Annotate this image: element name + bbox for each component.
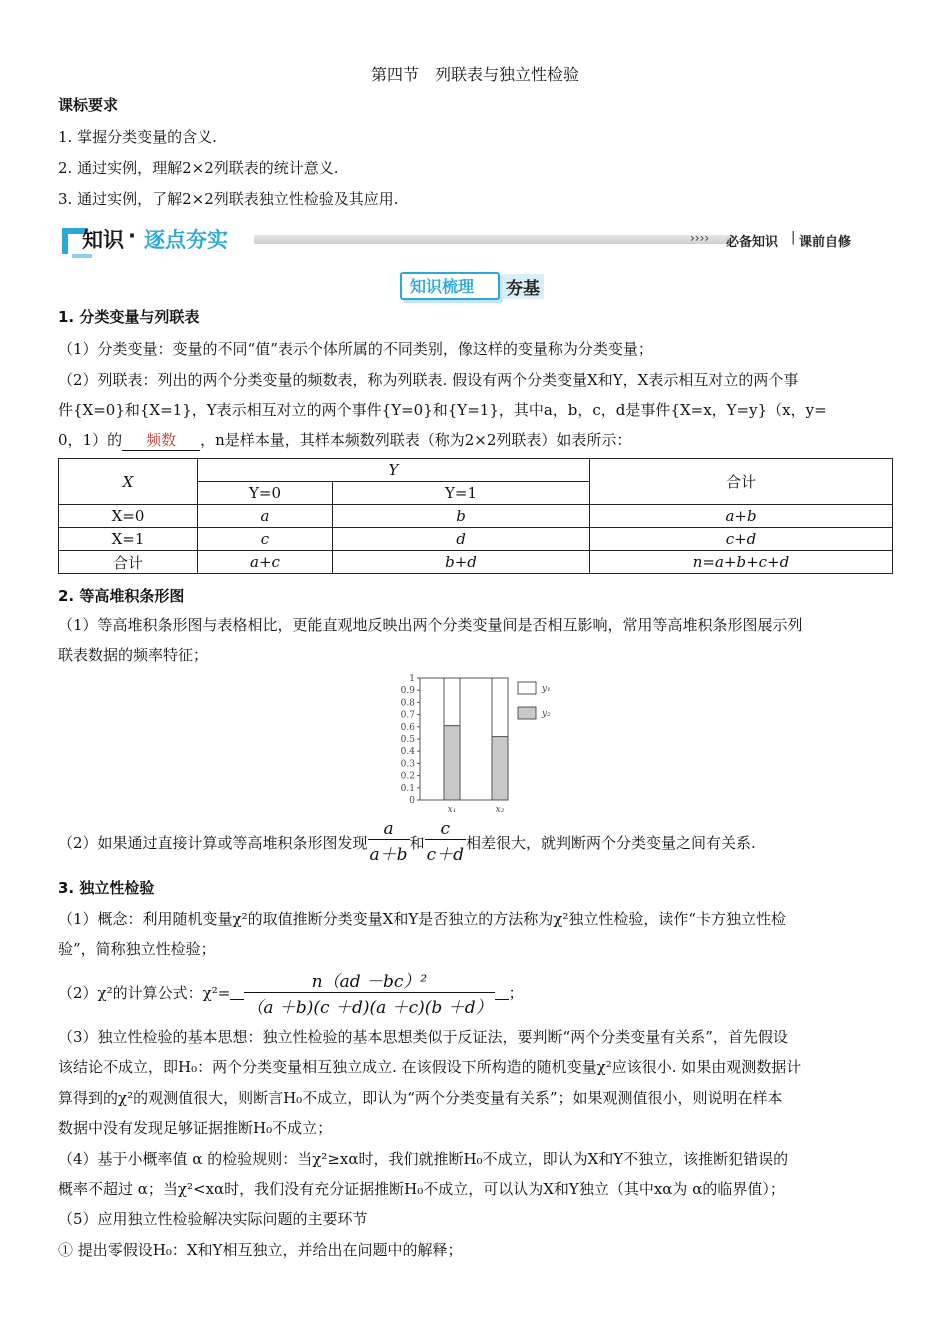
s3-p6: ① 提出零假设H₀：X和Y相互独立，并给出在问题中的解释； (58, 1241, 463, 1259)
table-row (59, 551, 893, 574)
s1-p1: （1）分类变量：变量的不同“值”表示个体所属的不同类别，像这样的变量称为分类变量； (58, 340, 653, 358)
x-tick-label: x₂ (495, 805, 505, 815)
table-cell: X=0 (59, 505, 198, 528)
y-tick-label: 0.1 (400, 783, 415, 794)
table-cell: 合计 (59, 551, 198, 574)
table-cell: d (333, 528, 590, 551)
header-y1: Y=1 (333, 482, 590, 505)
table-cell: a+b (590, 505, 893, 528)
banner-separator: | (791, 230, 796, 245)
legend-swatch-y1 (518, 682, 536, 694)
s3-p2-pre: （2）χ²的计算公式：χ²= (58, 983, 231, 1002)
s3-p2-post: ； (508, 983, 524, 1002)
fraction-c-over-cd: $\frac{c}{c+d}$ (426, 819, 464, 865)
banner-dot: · (128, 224, 136, 248)
banner-right-b: 课前自修 (799, 235, 852, 250)
header-y0: Y=0 (198, 482, 333, 505)
s3-p3d: 数据中没有发现足够证据推断H₀不成立； (58, 1119, 333, 1137)
y-tick-label: 0.2 (400, 771, 415, 782)
s2-heading: 2. 等高堆积条形图 (58, 587, 185, 605)
banner-arrows-icon: ›››› (690, 231, 710, 245)
blank-answer: 频数 (122, 429, 200, 451)
table-cell: b (333, 505, 590, 528)
s2-p2-post: 相差很大，就判断两个分类变量之间有关系. (466, 833, 756, 852)
y-tick-label: 0.6 (400, 722, 415, 733)
table-cell: b+d (333, 551, 590, 574)
header-y: Y (198, 459, 590, 482)
legend-label-y1: y₁ (542, 684, 551, 694)
s2-and: 和 (409, 833, 425, 852)
banner-right-a: 必备知识 (726, 235, 779, 250)
s1-p2c (58, 429, 631, 451)
s3-heading: 3. 独立性检验 (58, 879, 155, 897)
y-tick-label: 0.5 (400, 735, 415, 745)
table-cell: a (198, 505, 333, 528)
badge-label-a: 知识梳理 (410, 277, 475, 296)
banner-title-a: 知识 (82, 228, 124, 252)
s3-p4b: 概率不超过 α；当χ²<xα时，我们没有充分证据推断H₀不成立，可以认为X和Y独立（其中xα为 α的临界值）； (58, 1180, 785, 1198)
badge-label-b: 夯基 (502, 274, 544, 299)
fraction-a-over-ab: $\frac{a}{a+b}$ (369, 819, 408, 865)
s1-p2c-post: ，n是样本量，其样本频数列联表（称为2×2列联表）如表所示： (200, 431, 632, 449)
y-tick-label: 1 (409, 674, 415, 684)
table-cell: n=a+b+c+d (590, 551, 893, 574)
requirements-heading: 课标要求 (58, 96, 119, 114)
bar-segment-y1 (444, 678, 460, 726)
legend-label-y2: y₂ (542, 709, 551, 719)
legend-swatch-y2 (518, 707, 536, 719)
table-cell: c+d (590, 528, 893, 551)
bar-segment-y1 (492, 678, 508, 737)
table-cell: c (198, 528, 333, 551)
bar-segment-y2 (444, 726, 460, 800)
s3-p4a: （4）基于小概率值 α 的检验规则：当χ²≥xα时，我们就推断H₀不成立，即认为X和Y不独立，该推断犯错误的 (58, 1150, 789, 1168)
s3-p1b: 验”，简称独立性检验； (58, 940, 216, 958)
s2-p2 (58, 818, 756, 866)
y-tick-label: 0 (409, 796, 415, 806)
banner-divider-bar (254, 235, 734, 244)
s3-p3b: 该结论不成立，即H₀：两个分类变量相互独立成立. 在该假设下所构造的随机变量χ²应该很小. 如果由观测数据计 (58, 1058, 802, 1076)
y-tick-label: 0.7 (400, 710, 415, 721)
s3-p1a: （1）概念：利用随机变量χ²的取值推断分类变量X和Y是否独立的方法称为χ²独立性检验，读作“卡方独立性检 (58, 910, 787, 928)
table-row (59, 528, 893, 551)
table-cell: a+c (198, 551, 333, 574)
page-title: 第四节 列联表与独立性检验 (370, 65, 579, 84)
s3-p5: （5）应用独立性检验解决实际问题的主要环节 (58, 1210, 368, 1228)
y-tick-label: 0.9 (400, 686, 415, 697)
s1-p2c-pre: 0，1）的 (58, 431, 123, 449)
chi-square-formula: $\frac{\text{n（ad －bc）²}}{(a +b)(c +d)(a +c)(b +d)}$ (244, 967, 494, 1018)
s1-p2b: 件{X=0}和{X=1}，Y表示相互对立的两个事件{Y=0}和{Y=1}，其中a，b，c，d是事件{X=x，Y=y}（x，y= (58, 401, 827, 419)
table-cell: X=1 (59, 528, 198, 551)
s2-p1a: （1）等高堆积条形图与表格相比，更能直观地反映出两个分类变量间是否相互影响，常用等高堆积条形图展示列 (58, 616, 803, 634)
s3-p3a: （3）独立性检验的基本思想：独立性检验的基本思想类似于反证法，要判断“两个分类变量有关系”，首先假设 (58, 1028, 788, 1046)
bar-segment-y2 (492, 737, 508, 800)
requirement-item-1: 1. 掌握分类变量的含义. (58, 128, 217, 146)
requirement-item-2: 2. 通过实例，理解2×2列联表的统计意义. (58, 159, 339, 177)
s3-p3c: 算得到的χ²的观测值很大，则断言H₀不成立，即认为“两个分类变量有关系”；如果观测值很小，则说明在样本 (58, 1089, 783, 1107)
header-x: X (59, 459, 198, 505)
s2-p1b: 联表数据的频率特征； (58, 646, 209, 664)
s1-heading: 1. 分类变量与列联表 (58, 308, 200, 326)
table-row (59, 505, 893, 528)
stacked-bar-chart (380, 672, 580, 820)
y-tick-label: 0.8 (400, 698, 415, 709)
section-banner (58, 222, 894, 260)
contingency-table (58, 458, 893, 574)
banner-title-b: 逐点夯实 (144, 228, 228, 252)
requirement-item-3: 3. 通过实例，了解2×2列联表独立性检验及其应用. (58, 190, 399, 208)
y-tick-label: 0.3 (400, 759, 415, 770)
y-tick-label: 0.4 (400, 747, 415, 758)
x-tick-label: x₁ (447, 805, 457, 815)
s1-p2a: （2）列联表：列出的两个分类变量的频数表，称为列联表. 假设有两个分类变量X和Y，X表示相互对立的两个事 (58, 371, 799, 389)
s2-p2-pre: （2）如果通过直接计算或等高堆积条形图发现 (58, 833, 368, 852)
header-total: 合计 (590, 459, 893, 505)
s3-formula-line (58, 964, 524, 1020)
